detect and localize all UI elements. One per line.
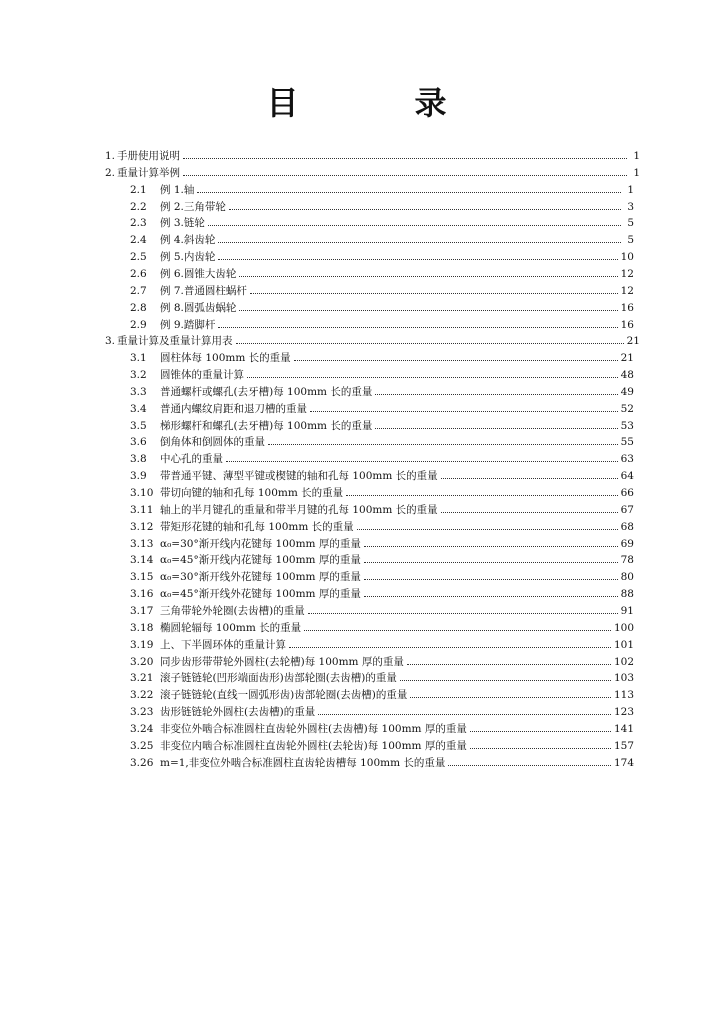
toc-entry-number: 2.4 (130, 234, 147, 246)
toc-entry-page: 67 (620, 504, 634, 516)
toc-leader-dots (226, 460, 618, 462)
toc-entry-page: 66 (620, 487, 634, 499)
toc-entry-number: 2.9 (130, 319, 147, 331)
toc-entry-title: 例 6.圆锥大齿轮 (160, 268, 237, 280)
toc-leader-dots (407, 663, 611, 665)
toc-entry[interactable] (130, 586, 634, 600)
toc-leader-dots (308, 612, 618, 614)
toc-entry-number: 2.5 (130, 251, 147, 263)
toc-entry-title: 例 7.普通圆柱蜗杆 (160, 285, 247, 297)
toc-leader-dots (448, 764, 611, 766)
toc-entry-number: 3.12 (130, 521, 154, 533)
toc-entry-number: 2.1 (130, 184, 147, 196)
toc-entry[interactable] (130, 300, 634, 314)
toc-entry-number: 3.19 (130, 639, 154, 651)
toc-entry[interactable] (130, 367, 634, 381)
toc-entry-title: 上、下半圆环体的重量计算 (160, 639, 286, 651)
toc-entry-number: 3.9 (130, 470, 147, 482)
toc-entry-page: 49 (620, 386, 634, 398)
toc-entry[interactable] (130, 670, 634, 684)
toc-entry-page: 88 (620, 588, 634, 600)
toc-leader-dots (239, 275, 617, 277)
toc-entry-title: 圆柱体每 100mm 长的重量 (160, 352, 291, 364)
toc-entry-page: 78 (620, 554, 634, 566)
toc-entry-number: 3.13 (130, 538, 154, 550)
toc-entry-title: 例 5.内齿轮 (160, 251, 216, 263)
toc-entry-title: 例 9.踏脚杆 (160, 319, 216, 331)
toc-entry-title: 滚子链链轮(直线一圆弧形齿)齿部轮圈(去齿槽)的重量 (160, 689, 408, 701)
toc-leader-dots (218, 241, 621, 243)
toc-entry[interactable] (130, 755, 634, 769)
toc-entry-title: 同步齿形带带轮外圆柱(去轮槽)每 100mm 厚的重量 (160, 656, 404, 668)
toc-entry-number: 3.11 (130, 504, 154, 516)
toc-entry[interactable] (105, 165, 640, 179)
toc-leader-dots (247, 376, 618, 378)
toc-entry-number: 3.1 (130, 352, 147, 364)
toc-entry-number: 3.2 (130, 369, 147, 381)
toc-entry[interactable] (130, 215, 634, 229)
toc-leader-dots (218, 326, 617, 328)
toc-entry[interactable] (130, 350, 634, 364)
toc-entry-number: 3. (105, 335, 116, 347)
toc-entry-page: 63 (620, 453, 634, 465)
toc-entry-title: 手册使用说明 (117, 150, 181, 162)
toc-entry-page: 12 (620, 285, 634, 297)
toc-entry-title: 滚子链链轮(凹形端面齿形)齿部轮圈(去齿槽)的重量 (160, 672, 397, 684)
toc-entry-title: 梯形螺杆和螺孔(去牙槽)每 100mm 长的重量 (160, 420, 373, 432)
toc-entry[interactable] (130, 485, 634, 499)
toc-entry-page: 3 (627, 201, 634, 213)
toc-entry-page: 5 (627, 217, 634, 229)
toc-entry[interactable] (130, 232, 634, 246)
toc-entry-page: 48 (620, 369, 634, 381)
toc-leader-dots (197, 191, 621, 193)
toc-entry-page: 113 (613, 689, 634, 701)
toc-entry[interactable] (130, 536, 634, 550)
toc-entry-page: 52 (620, 403, 634, 415)
toc-entry-title: 带矩形花键的轴和孔每 100mm 长的重量 (160, 521, 354, 533)
toc-leader-dots (183, 174, 627, 176)
toc-entry-title: 普通内螺纹肩距和退刀槽的重量 (160, 403, 307, 415)
toc-leader-dots (470, 747, 611, 749)
toc-entry[interactable] (130, 620, 634, 634)
toc-entry[interactable] (130, 569, 634, 583)
toc-leader-dots (346, 494, 617, 496)
toc-entry[interactable] (130, 468, 634, 482)
toc-entry[interactable] (130, 317, 634, 331)
toc-entry-title: 例 2.三角带轮 (160, 201, 226, 213)
toc-entry-number: 2.8 (130, 302, 147, 314)
toc-entry-number: 3.21 (130, 672, 154, 684)
toc-entry-number: 2.6 (130, 268, 147, 280)
toc-entry[interactable] (130, 704, 634, 718)
toc-entry-page: 141 (613, 723, 634, 735)
toc-entry-title: 非变位内啮合标准圆柱直齿轮外圆柱(去轮齿)每 100mm 厚的重量 (160, 740, 467, 752)
toc-entry-title: 普通螺杆或螺孔(去牙槽)每 100mm 长的重量 (160, 386, 373, 398)
toc-entry-page: 12 (620, 268, 634, 280)
toc-entry-title: α₀=45°渐开线外花键每 100mm 厚的重量 (160, 588, 361, 600)
toc-leader-dots (218, 258, 617, 260)
toc-entry-number: 3.17 (130, 605, 154, 617)
toc-leader-dots (304, 629, 611, 631)
toc-entry-title: 轴上的半月键孔的重量和带半月键的孔每 100mm 长的重量 (160, 504, 438, 516)
toc-entry[interactable] (130, 687, 634, 701)
toc-entry-page: 1 (633, 150, 640, 162)
toc-entry-number: 3.5 (130, 420, 147, 432)
toc-leader-dots (375, 427, 617, 429)
toc-leader-dots (441, 511, 618, 513)
toc-entry-page: 1 (627, 184, 634, 196)
toc-leader-dots (208, 224, 621, 226)
toc-leader-dots (400, 679, 611, 681)
toc-leader-dots (239, 309, 617, 311)
toc-entry-title: 中心孔的重量 (160, 453, 223, 465)
toc-entry-page: 80 (620, 571, 634, 583)
toc-entry-page: 103 (613, 672, 634, 684)
toc-entry-number: 2.7 (130, 285, 147, 297)
toc-entry-number: 3.6 (130, 436, 147, 448)
toc-entry[interactable] (105, 148, 640, 162)
toc-entry-page: 10 (620, 251, 634, 263)
toc-entry-number: 3.4 (130, 403, 147, 415)
toc-entry-page: 123 (613, 706, 634, 718)
toc-entry[interactable] (130, 451, 634, 465)
toc-leader-dots (229, 208, 621, 210)
toc-entry-page: 64 (620, 470, 634, 482)
toc-leader-dots (375, 393, 617, 395)
toc-entry[interactable] (130, 401, 634, 415)
toc-entry-title: 圆锥体的重量计算 (160, 369, 244, 381)
toc-entry[interactable] (130, 266, 634, 280)
page-title: 目 录 (266, 84, 489, 122)
toc-entry[interactable] (130, 283, 634, 297)
toc-entry-number: 1. (105, 150, 116, 162)
toc-leader-dots (441, 477, 618, 479)
toc-entry-title: 齿形链链轮外圆柱(去齿槽)的重量 (160, 706, 316, 718)
toc-entry-title: 例 3.链轮 (160, 217, 205, 229)
toc-entry[interactable] (130, 384, 634, 398)
toc-entry-page: 68 (620, 521, 634, 533)
toc-entry-number: 3.23 (130, 706, 154, 718)
toc-leader-dots (470, 730, 611, 732)
toc-entry-title: α₀=45°渐开线内花键每 100mm 厚的重量 (160, 554, 361, 566)
toc-entry-page: 174 (613, 757, 634, 769)
toc-entry[interactable] (130, 603, 634, 617)
toc-entry[interactable] (130, 552, 634, 566)
toc-entry-title: α₀=30°渐开线内花键每 100mm 厚的重量 (160, 538, 361, 550)
toc-entry-title: 椭圆轮辐每 100mm 长的重量 (160, 622, 302, 634)
toc-entry[interactable] (130, 502, 634, 516)
toc-entry[interactable] (130, 637, 634, 651)
toc-entry-page: 1 (633, 167, 640, 179)
toc-entry-number: 2. (105, 167, 116, 179)
toc-leader-dots (250, 292, 618, 294)
toc-entry-number: 3.10 (130, 487, 154, 499)
toc-entry-title: 三角带轮外轮圈(去齿槽)的重量 (160, 605, 305, 617)
toc-entry[interactable] (130, 434, 634, 448)
toc-leader-dots (294, 359, 618, 361)
toc-entry-title: 重量计算及重量计算用表 (117, 335, 233, 347)
toc-entry[interactable] (130, 654, 634, 668)
toc-entry-number: 3.15 (130, 571, 154, 583)
toc-entry-page: 5 (627, 234, 634, 246)
toc-leader-dots (364, 561, 618, 563)
toc-entry-number: 3.25 (130, 740, 154, 752)
toc-entry-title: 倒角体和倒圆体的重量 (160, 436, 265, 448)
toc-entry-number: 3.22 (130, 689, 154, 701)
toc-entry-number: 2.3 (130, 217, 147, 229)
toc-leader-dots (236, 342, 624, 344)
toc-entry[interactable] (130, 182, 634, 196)
toc-entry[interactable] (130, 199, 634, 213)
toc-entry-title: 例 1.轴 (160, 184, 195, 196)
toc-entry-page: 100 (613, 622, 634, 634)
toc-leader-dots (364, 595, 618, 597)
toc-entry-title: 例 4.斜齿轮 (160, 234, 216, 246)
toc-entry-number: 3.14 (130, 554, 154, 566)
toc-entry-title: 带普通平键、薄型平键或楔键的轴和孔每 100mm 长的重量 (160, 470, 438, 482)
toc-entry-page: 21 (626, 335, 640, 347)
toc-leader-dots (310, 410, 618, 412)
toc-entry-page: 101 (613, 639, 634, 651)
toc-entry-number: 3.18 (130, 622, 154, 634)
toc-entry-title: m=1,非变位外啮合标准圆柱直齿轮齿槽每 100mm 长的重量 (160, 757, 446, 769)
toc-entry-number: 2.2 (130, 201, 147, 213)
toc-leader-dots (364, 545, 618, 547)
toc-entry-page: 102 (613, 656, 634, 668)
toc-entry-page: 55 (620, 436, 634, 448)
toc-entry-page: 16 (620, 319, 634, 331)
toc-entry-number: 3.24 (130, 723, 154, 735)
toc-leader-dots (318, 713, 611, 715)
toc-entry[interactable] (105, 333, 640, 347)
toc-entry[interactable] (130, 249, 634, 263)
toc-leader-dots (357, 528, 618, 530)
toc-entry-page: 16 (620, 302, 634, 314)
toc-entry-page: 53 (620, 420, 634, 432)
toc-entry-number: 3.16 (130, 588, 154, 600)
toc-entry-number: 3.20 (130, 656, 154, 668)
toc-entry[interactable] (130, 738, 634, 752)
toc-entry-page: 91 (620, 605, 634, 617)
toc-entry-title: 例 8.圆弧齿蜗轮 (160, 302, 237, 314)
toc-leader-dots (410, 696, 611, 698)
toc-entry[interactable] (130, 721, 634, 735)
toc-leader-dots (268, 443, 618, 445)
toc-leader-dots (364, 578, 618, 580)
toc-entry-title: 非变位外啮合标准圆柱直齿轮外圆柱(去齿槽)每 100mm 厚的重量 (160, 723, 467, 735)
toc-entry-page: 69 (620, 538, 634, 550)
toc-entry[interactable] (130, 418, 634, 432)
toc-leader-dots (289, 646, 611, 648)
toc-entry-page: 157 (613, 740, 634, 752)
toc-entry-title: 重量计算举例 (117, 167, 181, 179)
toc-entry-number: 3.26 (130, 757, 154, 769)
toc-entry-number: 3.3 (130, 386, 147, 398)
toc-leader-dots (183, 157, 627, 159)
toc-entry-title: α₀=30°渐开线外花键每 100mm 厚的重量 (160, 571, 361, 583)
toc-entry-number: 3.8 (130, 453, 147, 465)
toc-entry-page: 21 (620, 352, 634, 364)
toc-entry-title: 带切向键的轴和孔每 100mm 长的重量 (160, 487, 344, 499)
toc-entry[interactable] (130, 519, 634, 533)
